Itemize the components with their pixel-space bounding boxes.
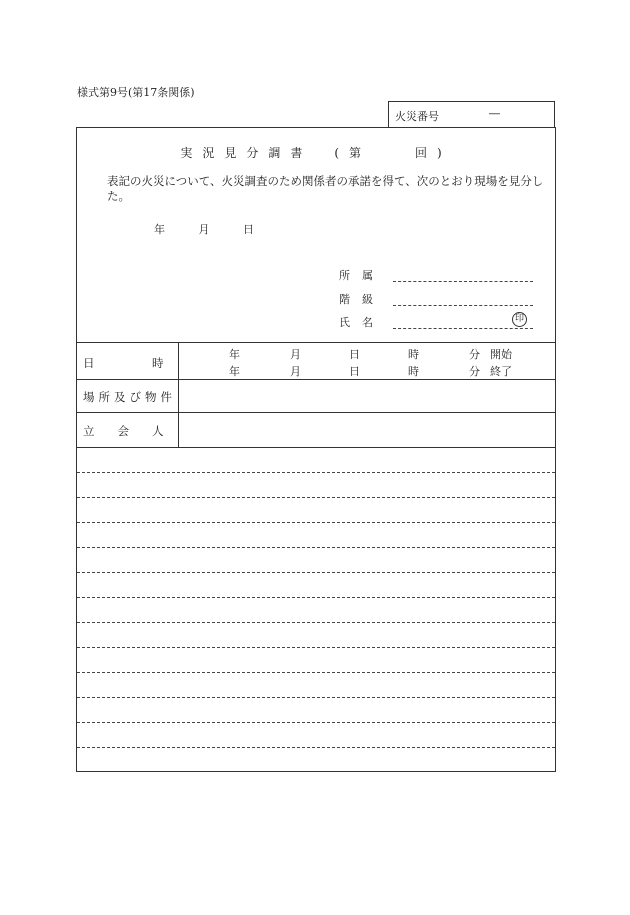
witness-field[interactable] — [179, 412, 555, 447]
divider — [77, 447, 555, 448]
name-field[interactable] — [393, 327, 533, 329]
date-month: 月 — [198, 223, 210, 236]
intro-text: 表記の火災について、火災調査のため関係者の承諾を得て、次のとおり現場を見分した。 — [107, 174, 544, 203]
start-hour: 時 — [408, 348, 419, 361]
writing-line[interactable] — [77, 472, 555, 473]
start-tag: 開始 — [490, 348, 512, 361]
writing-line[interactable] — [77, 622, 555, 623]
start-minute: 分 — [469, 348, 480, 361]
rank-label: 階級 — [339, 293, 385, 306]
divider — [77, 342, 555, 343]
form-number-label: 様式第9号(第17条関係) — [77, 86, 195, 99]
report-date — [154, 221, 284, 237]
affiliation-label: 所属 — [339, 269, 385, 282]
writing-line[interactable] — [77, 672, 555, 673]
start-day: 日 — [349, 348, 360, 361]
report-form — [76, 127, 556, 772]
writing-line[interactable] — [77, 647, 555, 648]
fire-number-box — [388, 101, 555, 127]
start-year: 年 — [229, 348, 240, 361]
date-year: 年 — [154, 223, 165, 236]
end-tag: 終了 — [490, 365, 512, 378]
name-label: 氏名 — [339, 316, 385, 329]
end-month: 月 — [290, 365, 301, 378]
writing-line[interactable] — [77, 697, 555, 698]
end-hour: 時 — [408, 365, 419, 378]
place-field[interactable] — [179, 379, 555, 412]
writing-line[interactable] — [77, 722, 555, 723]
writing-line[interactable] — [77, 597, 555, 598]
end-day: 日 — [349, 365, 360, 378]
start-month: 月 — [290, 348, 301, 361]
writing-line[interactable] — [77, 747, 555, 748]
end-year: 年 — [229, 365, 240, 378]
seal-icon: 印 — [512, 312, 527, 327]
place-label: 場所及び物件 — [83, 390, 176, 404]
writing-line[interactable] — [77, 522, 555, 523]
datetime-label: 日 時 — [83, 356, 164, 370]
document-title: 実況見分調書 (第 回) — [180, 146, 452, 160]
writing-line[interactable] — [77, 547, 555, 548]
rank-field[interactable] — [393, 304, 533, 306]
fire-number-label: 火災番号 — [395, 110, 439, 123]
witness-label: 立 会 人 — [83, 424, 164, 438]
writing-line[interactable] — [77, 497, 555, 498]
fire-number-dash: ― — [489, 107, 500, 120]
date-day: 日 — [243, 223, 254, 236]
affiliation-field[interactable] — [393, 280, 533, 282]
end-minute: 分 — [469, 365, 480, 378]
writing-line[interactable] — [77, 572, 555, 573]
